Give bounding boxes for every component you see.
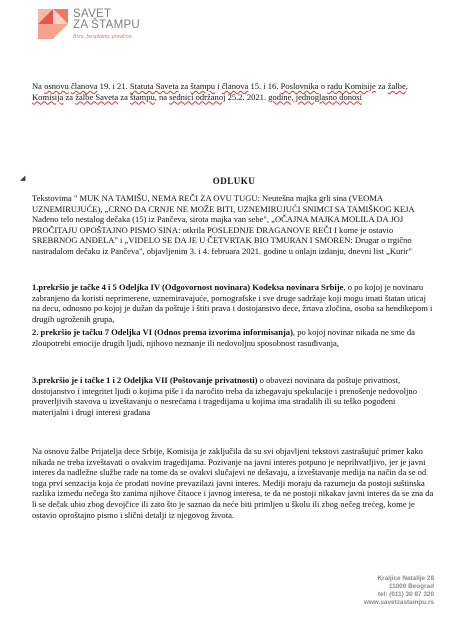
footer-city: 11000 Beograd [388, 583, 434, 590]
footer-street: Kraljice Natalije 28 [377, 575, 434, 582]
logo [36, 7, 236, 49]
footer-address [364, 575, 434, 607]
footer-phone: tel: (011) 30 87 320 [377, 591, 434, 598]
logo-name: SAVET ZA ŠTAMPU [73, 8, 141, 31]
violation-1-paragraph: 1.prekršio je tačke 4 i 5 Odeljka IV (Odgovornost novinara) Kodeksa novinara Srbije, o po kojoj je novinaru zabranjeno da koristi neprimerene, uznemiravajuće, pornografske i sve druge sadržaje koji mogu imati štatan uticaj na decu, odnosno po kojoj je dužan da poštuje i štiti prava i dostojanstvo dece, žrtava zločina, osoba sa hendikepom i drugih ugroženih grupa, [32, 282, 433, 324]
intro-paragraph: Na osnovu članova 19. i 21. Statuta Saveta za štampu i članova 15. i 16. Poslovnika o radu Komisije za žalbe, Komisija za žalbe Saveta za štampu, na sednici održanoj 25.2. 2021. godine, jednoglasno donosi [32, 81, 408, 102]
decision-paragraph: Tekstovima " MUK NA TAMIŠU, NEMA REČI ZA OVU TUGU: Neutešna majka grli sina (VEOMA UZNEMIRUJUĆE), „CRNO DA CRNJE NE MOŽE BITI, UZNEMIRUJUĆI SNIMCI SA TAMIŠKOG KEJA Nađeno telo nestalog dečaka (15) iz Pančeva, sirota majka van sebe", „OČAJNA MAJKA MOLILA DA JOJ PROČITAJU OPOŠTAJNO PISMO SINA: otkrila POSLEDNJE DRAGANOVE REČI I kome je ostavio SREBRNOG ANĐELA" i „VIDELO SE DA JE U ČETVRTAK BIO TMURAN I SMOREN: Drugar o trgično nastradalom dečaku iz Pančeva", objavljenim 3. i 4. februara 2021. godine u onlajn izdanju, dnevni list „Kurir" [32, 193, 415, 256]
document-title: ODLUKU [212, 176, 256, 186]
reasoning-paragraph: Na osnovu žalbe Prijatelja dece Srbije, Komisija je zaključila da su svi objavljeni tekstovi zastrašujuć primer kako nikada ne treba izveštavati o ovakvim tragedijama. Pozivanje na javni interes potpuno je neprihvatljivo, jer je javni interes da nadležne službe rade na tome da se ovakvi slučajevi ne dešavaju, a izveštavanje medija na način da se od toga prvi senzacija koja će prodati novine prevazilazi javni interes. Mediji moraju da razumeju da postoji suštinska razlika između nečega što zanima njihove čitaoce i javnog interesa, te da ne postoji nikakav javni interes da se zna da li se dečak ubio zbog devojčice ili zato što je saznao da neće biti primljen u školu ili zbog nečeg trećeg, kome je ostavio oproštajno pismo i slični detalji iz njegovog života. [32, 446, 434, 520]
collapse-triangle-icon[interactable]: ◢ [20, 174, 26, 182]
violation-3-paragraph: 3.prekršio je i tačke 1 i 2 Odeljka VII (Poštovanje privatnosti) o obavezi novinara da poštuje privatnost, dostojanstvo i integritet ljudi o kojima piše i da naročito treba da izbegavaju spekulacije i prenošenje nedovoljno proverljivih stavova u izveštavanju o nesrećama i tragedijama u kojima ima stradalih ili su teško pogođeni materijalni i drugi interesi građana [32, 375, 417, 417]
savet-logo-icon [36, 7, 70, 43]
violation-2-paragraph: 2. prekršio je tačku 7 Odeljka VI (Odnos prema izvorima informisanja), po kojoj novinar nikada ne sme da zloupotrebi emocije drugih ljudi, njihovo neznanje ili nedovoljnu sposobnost rasuđivanja, [32, 327, 415, 348]
footer-website[interactable]: www.savetzastampu.rs [363, 599, 434, 606]
logo-tagline: Brzo, besplatno, pravično. [73, 34, 133, 40]
